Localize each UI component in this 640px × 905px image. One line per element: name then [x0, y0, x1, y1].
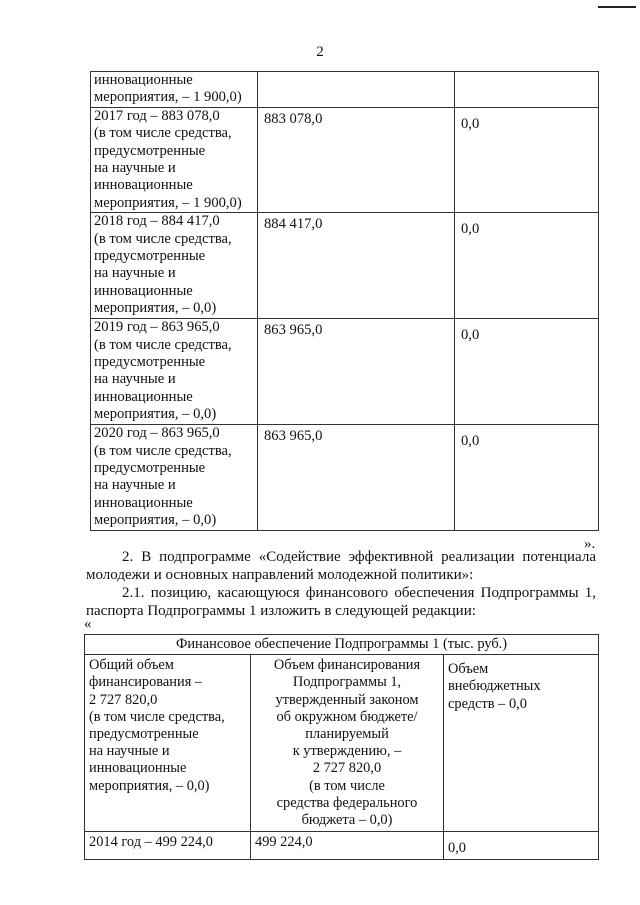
- cell-line: (в том числе средства,: [94, 442, 232, 459]
- cell-line: (в том числе средства,: [89, 708, 225, 725]
- paragraph-line: 2.1. позицию, касающуюся финансового обеспечения Подпрограммы 1,: [122, 585, 596, 601]
- year-2014-extrabudget-cell: 0,0: [444, 832, 599, 860]
- cell-line: 2 727 820,0: [89, 691, 158, 708]
- approved-volume-cell: [251, 655, 444, 832]
- cell-line: 2 727 820,0: [312, 760, 382, 777]
- row-amount-cell: 884 417,0: [258, 213, 455, 319]
- paragraph-line: паспорта Подпрограммы 1 изложить в следующей редакции:: [86, 603, 476, 619]
- total-volume-cell: [85, 655, 251, 832]
- cell-line: предусмотренные: [94, 248, 206, 265]
- cell-line: предусмотренные: [94, 460, 206, 477]
- cell-line: на научные и: [89, 743, 170, 760]
- cell-line: на научные и: [94, 265, 176, 282]
- cell-line: предусмотренные: [94, 142, 206, 159]
- row-amount-cell: 863 965,0: [258, 319, 455, 425]
- paragraph-line: 2. В подпрограмме «Содействие эффективной реализации потенциала: [122, 549, 596, 565]
- cell-line: мероприятия, – 1 900,0): [94, 89, 242, 106]
- cell-line: инновационные: [94, 388, 193, 405]
- cell-line: (в том числе средства,: [94, 336, 232, 353]
- cell-line: инновационные: [94, 494, 193, 511]
- row-extrabudget-cell: 0,0: [455, 213, 599, 319]
- table-row: [85, 655, 599, 832]
- cell-line: (в том числе: [309, 777, 385, 794]
- cell-line: 2020 год – 863 965,0: [94, 425, 220, 442]
- cell-line: мероприятия, – 0,0): [94, 300, 217, 317]
- table-row: [91, 213, 599, 319]
- row-extrabudget-cell: 0,0: [455, 425, 599, 531]
- year-2014-cell: 2014 год – 499 224,0: [85, 832, 251, 860]
- table-row: [91, 72, 599, 108]
- cell-line: внебюджетных: [448, 678, 541, 695]
- table-row: [85, 832, 599, 860]
- row-extrabudget-cell: 0,0: [455, 319, 599, 425]
- row-years-cell: [91, 425, 258, 531]
- subprogram-funding-table: [84, 634, 599, 860]
- cell-line: предусмотренные: [89, 726, 199, 743]
- cell-line: мероприятия, – 0,0): [94, 406, 217, 423]
- cell-line: на научные и: [94, 160, 176, 177]
- paragraph-2-1: [86, 584, 596, 620]
- cell-line: (в том числе средства,: [94, 230, 232, 247]
- year-2014-amount-cell: 499 224,0: [251, 832, 444, 860]
- row-years-cell: [91, 213, 258, 319]
- cell-line: инновационные: [94, 177, 193, 194]
- row-years-cell: [91, 72, 258, 108]
- row-amount-cell: [258, 72, 455, 108]
- table-row: [91, 107, 599, 212]
- cell-line: (в том числе средства,: [94, 125, 232, 142]
- cell-line: инновационные: [94, 282, 193, 299]
- opening-quote: «: [84, 616, 92, 632]
- cell-line: предусмотренные: [94, 354, 206, 371]
- cell-line: мероприятия, – 0,0): [94, 512, 217, 529]
- row-amount-cell: 883 078,0: [258, 107, 455, 212]
- cell-line: на научные и: [94, 371, 176, 388]
- cell-line: 2018 год – 884 417,0: [94, 213, 220, 230]
- cell-line: Общий объем: [89, 657, 174, 674]
- cell-line: к утверждению, –: [292, 743, 402, 760]
- paragraph-line: молодежи и основных направлений молодежной политики»:: [86, 567, 474, 583]
- cell-line: 2019 год – 863 965,0: [94, 319, 220, 336]
- table-row: [91, 425, 599, 531]
- cell-line: мероприятия, – 1 900,0): [94, 194, 242, 211]
- cell-line: финансирования –: [89, 674, 203, 691]
- scan-corner-mark: [598, 6, 636, 8]
- row-extrabudget-cell: 0,0: [455, 107, 599, 212]
- cell-line: об окружном бюджете/: [276, 708, 418, 725]
- row-amount-cell: 863 965,0: [258, 425, 455, 531]
- table-header: Финансовое обеспечение Подпрограммы 1 (тыс. руб.): [85, 635, 599, 655]
- extrabudget-volume-cell: [444, 655, 599, 832]
- cell-line: Объем: [448, 661, 489, 678]
- paragraph-2: [86, 548, 596, 584]
- page-number: 2: [316, 44, 324, 60]
- row-years-cell: [91, 319, 258, 425]
- table-row: [91, 319, 599, 425]
- cell-line: средств – 0,0: [448, 695, 527, 712]
- table-header-row: [85, 635, 599, 655]
- cell-line: Подпрограммы 1,: [292, 674, 402, 691]
- cell-line: утвержденный законом: [275, 691, 419, 708]
- funding-table: [90, 71, 599, 531]
- row-extrabudget-cell: [455, 72, 599, 108]
- cell-line: средства федерального: [276, 794, 418, 811]
- closing-quote: ».: [584, 536, 596, 552]
- cell-line: 2017 год – 883 078,0: [94, 107, 220, 124]
- cell-line: на научные и: [94, 477, 176, 494]
- cell-line: мероприятия, – 0,0): [89, 777, 210, 794]
- cell-line: инновационные: [89, 760, 187, 777]
- cell-line: планируемый: [305, 726, 389, 743]
- row-years-cell: [91, 107, 258, 212]
- cell-line: инновационные: [94, 72, 193, 88]
- cell-line: Объем финансирования: [273, 657, 421, 674]
- cell-line: бюджета – 0,0): [301, 812, 393, 829]
